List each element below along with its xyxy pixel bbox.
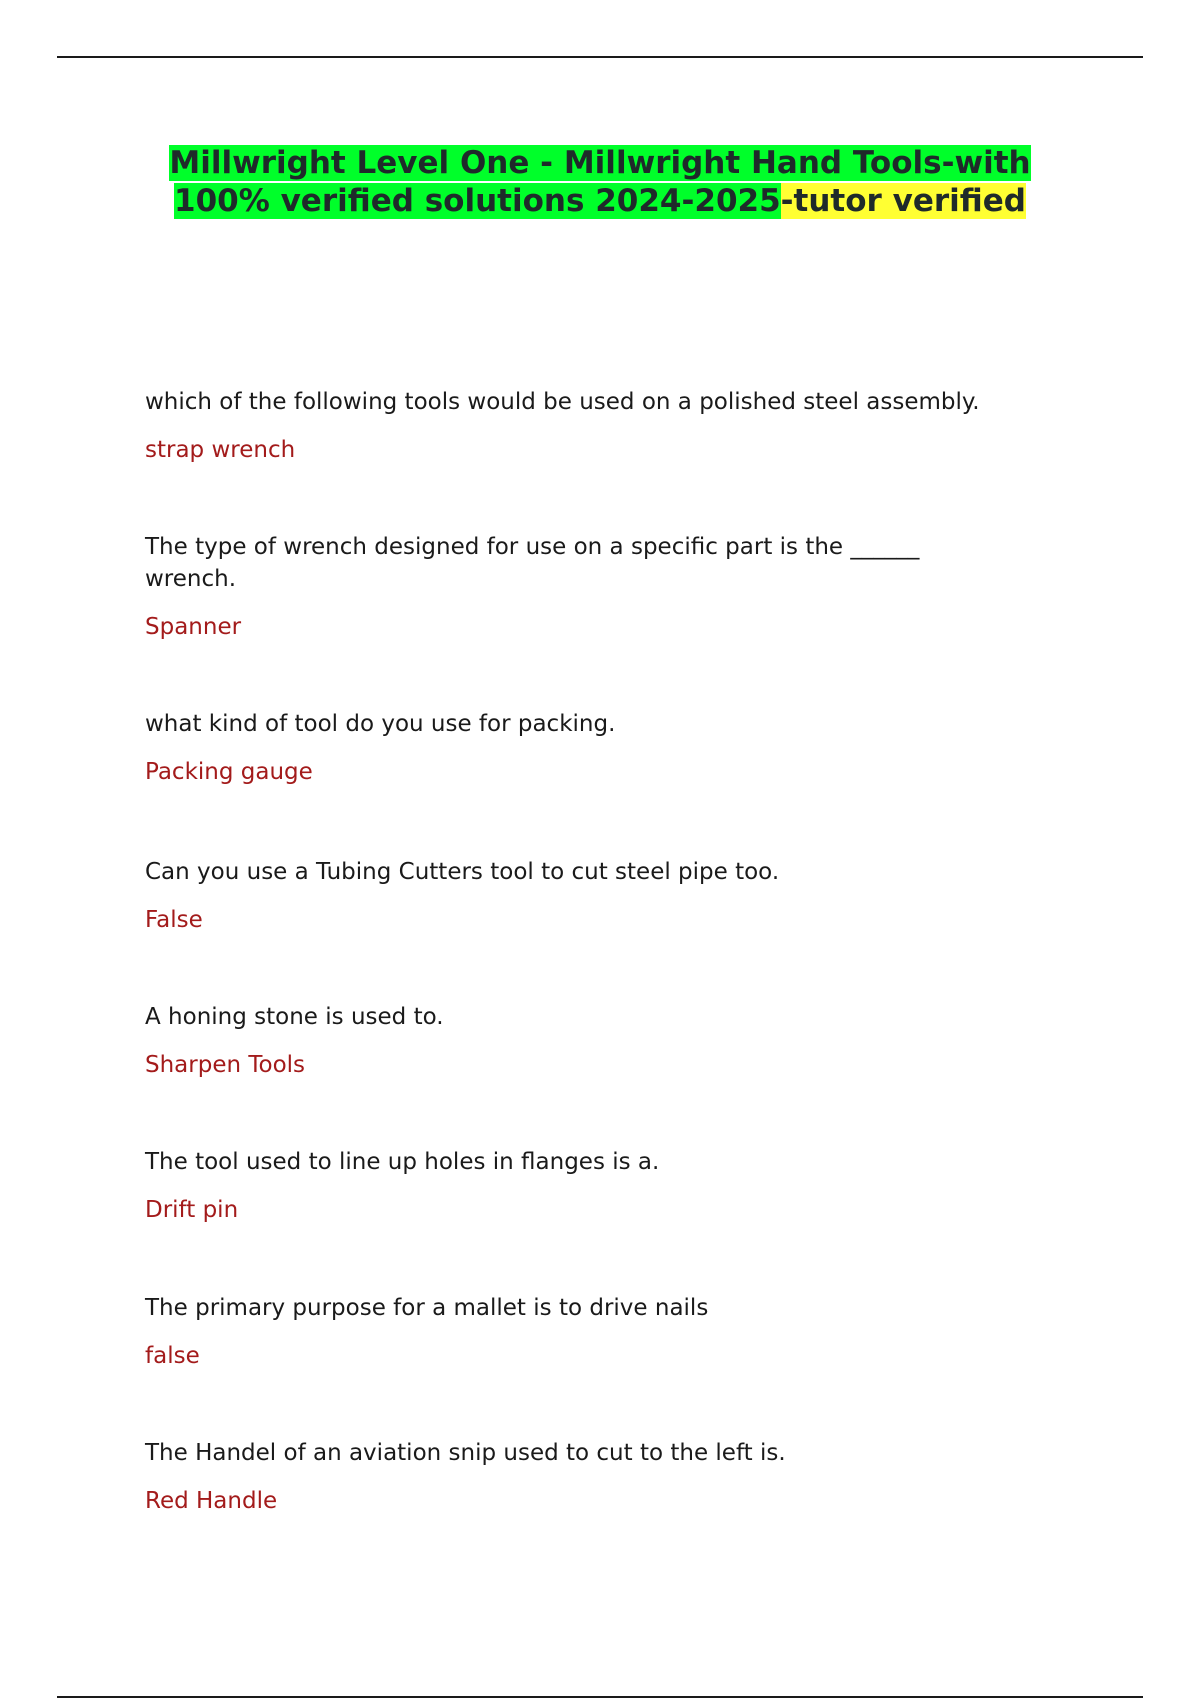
- qa-item: [145, 386, 1045, 466]
- question-text: which of the following tools would be used on a polished steel assembly.: [145, 389, 980, 415]
- document-title: [150, 144, 1050, 220]
- question-text: The primary purpose for a mallet is to drive nails: [145, 1295, 709, 1321]
- answer-text: Spanner: [145, 614, 242, 640]
- qa-item: [145, 531, 1045, 643]
- answer-text: Red Handle: [145, 1488, 278, 1514]
- qa-item: [145, 1001, 1045, 1081]
- answer-text: Packing gauge: [145, 759, 313, 785]
- answer-text: strap wrench: [145, 437, 296, 463]
- answer-text: Drift pin: [145, 1197, 239, 1223]
- qa-item: [145, 856, 1045, 936]
- answer-text: False: [145, 907, 203, 933]
- question-text: A honing stone is used to.: [145, 1004, 444, 1030]
- title-highlight-green: Millwright Level One - Millwright Hand Tools-with 100% verified solutions 2024-2025: [169, 145, 1031, 219]
- qa-item: [145, 1146, 1045, 1226]
- title-highlight-yellow: -tutor verified: [780, 183, 1026, 219]
- qa-item: [145, 1292, 1045, 1372]
- answer-text: Sharpen Tools: [145, 1052, 306, 1078]
- answer-text: false: [145, 1343, 200, 1369]
- qa-item: [145, 1437, 1045, 1517]
- question-text: Can you use a Tubing Cutters tool to cut steel pipe too.: [145, 859, 780, 885]
- bottom-rule: [57, 1696, 1143, 1698]
- top-rule: [57, 56, 1143, 58]
- question-text: The type of wrench designed for use on a specific part is the ______ wrench.: [145, 534, 920, 592]
- question-text: The tool used to line up holes in flanges is a.: [145, 1149, 660, 1175]
- qa-item: [145, 708, 1045, 788]
- question-text: The Handel of an aviation snip used to cut to the left is.: [145, 1440, 786, 1466]
- question-text: what kind of tool do you use for packing.: [145, 711, 616, 737]
